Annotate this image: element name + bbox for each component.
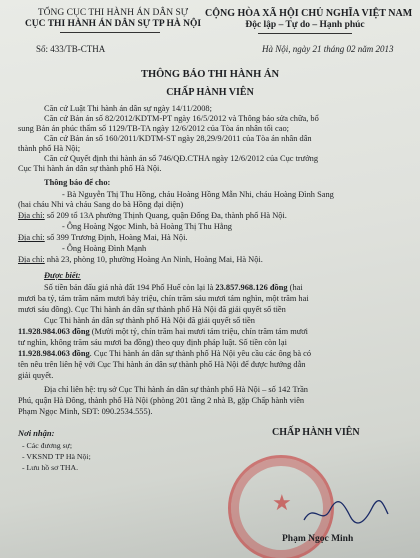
header-right-rule: [258, 33, 352, 34]
document-number: Số: 433/TB-CTHA: [36, 44, 106, 54]
basis-line-1: Căn cứ Luật Thi hành án dân sự ngày 14/11/2008;: [44, 104, 212, 113]
national-motto: Độc lập – Tự do – Hạnh phúc: [245, 20, 365, 30]
basis-line-4: Căn cứ Bản án số 160/2011/KDTM-ST ngày 28,29/9/2011 của Tòa án nhân dân: [44, 134, 312, 143]
notify-address-1: Địa chỉ: số 209 tổ 13A phường Thịnh Quang, quận Đống Đa, thành phố Hà Nội.: [18, 211, 287, 220]
basis-line-3: sung Bản án phúc thẩm số 1129/TB-TA ngày 12/6/2012 của Tòa án nhân tối cao;: [18, 124, 289, 133]
body-line-1: Số tiền bán đấu giá nhà đất 194 Phố Huế còn lại là 23.857.968.126 đồng (hai: [44, 283, 303, 292]
seal-star-icon: ★: [272, 490, 292, 515]
document-subtitle: CHẤP HÀNH VIÊN: [166, 87, 254, 98]
contact-line-1: Địa chỉ liên hệ: trụ sở Cục Thi hành án dân sự thành phố Hà Nội – số 142 Trần: [44, 385, 308, 394]
contact-line-3: Phạm Ngọc Minh, SĐT: 090.2534.555).: [18, 407, 153, 416]
handwritten-signature: [300, 498, 390, 528]
signer-title: CHẤP HÀNH VIÊN: [272, 427, 360, 438]
basis-line-5: thành phố Hà Nội;: [18, 144, 81, 153]
notify-party-2: - Ông Hoàng Ngọc Minh, bà Hoàng Thị Thu Hằng: [62, 222, 232, 231]
body-line-8: tên nêu trên liên hệ với Cục Thi hành án dân sự thành phố Hà Nội để được hướng dẫn: [18, 360, 306, 369]
recipient-3: - Lưu hồ sơ THA.: [22, 463, 79, 472]
body-line-4: Cục Thi hành án dân sự thành phố Hà Nội đã giải quyết số tiền: [44, 316, 255, 325]
body-line-5: 11.928.984.063 đồng (Mười một tỷ, chín trăm hai mươi tám triệu, chín trăm tám mươi: [18, 327, 308, 336]
contact-line-2: Phú, quận Hà Đông, thành phố Hà Nội (phòng 201 tầng 2 nhà B, gặp Chấp hành viên: [18, 396, 305, 405]
notify-heading: Thông báo để cho:: [44, 178, 111, 187]
notify-party-1-note: (hai cháu Nhi và cháu Sang do bà Hồng đại diện): [18, 200, 184, 209]
national-title: CỘNG HÒA XÃ HỘI CHỦ NGHĨA VIỆT NAM: [205, 8, 413, 19]
body-line-7: 11.928.984.063 đồng. Cục Thi hành án dân sự thành phố Hà Nội yêu cầu các ông bà có: [18, 349, 312, 358]
notify-address-3: Địa chỉ: nhà 23, phòng 10, phường Hoàng An Ninh, Hoàng Mai, Hà Nội.: [18, 255, 263, 264]
notify-address-2: Địa chỉ: số 399 Trương Định, Hoàng Mai, Hà Nội.: [18, 233, 188, 242]
basis-line-2: Căn cứ Bản án số 82/2012/KDTM-PT ngày 16/5/2012 và Thông báo sửa chữa, bổ: [44, 114, 319, 123]
body-line-2: mươi ba tỷ, tám trăm năm mươi bảy triệu, chín trăm sáu mươi tám nghìn, một trăm hai: [18, 294, 309, 303]
signer-name: Phạm Ngọc Minh: [282, 534, 354, 544]
recipient-1: - Các đương sự;: [22, 441, 73, 450]
body-line-9: giải quyết.: [18, 371, 54, 380]
body-heading: Được biết:: [44, 271, 81, 280]
recipients-heading: Nơi nhận:: [18, 428, 55, 438]
body-line-6: tư nghìn, không trăm sáu mươi ba đồng) theo quy định pháp luật. Số tiền còn lại: [18, 338, 287, 347]
issuer-agency: CỤC THI HÀNH ÁN DÂN SỰ TP HÀ NỘI: [24, 19, 202, 29]
document-date: Hà Nội, ngày 21 tháng 02 năm 2013: [262, 44, 394, 54]
basis-line-7: Cục Thi hành án dân sự thành phố Hà Nội.: [18, 164, 162, 173]
header-left-rule: [60, 32, 160, 33]
body-line-3: mươi sáu đồng). Cục Thi hành án dân sự thành phố Hà Nội đã giải quyết số tiền: [18, 305, 286, 314]
basis-line-6: Căn cứ Quyết định thi hành án số 746/QĐ.CTHA ngày 12/6/2012 của Cục trưởng: [44, 154, 319, 163]
notify-party-1: - Bà Nguyễn Thị Thu Hồng, cháu Hoàng Hồng Mẫn Nhi, cháu Hoàng Đình Sang: [62, 190, 334, 199]
recipient-2: - VKSND TP Hà Nội;: [22, 452, 91, 461]
document-title: THÔNG BÁO THI HÀNH ÁN: [140, 69, 280, 80]
notify-party-3: - Ông Hoàng Đình Mạnh: [62, 244, 147, 253]
issuer-parent: TỔNG CỤC THI HÀNH ÁN DÂN SỰ: [37, 8, 189, 18]
